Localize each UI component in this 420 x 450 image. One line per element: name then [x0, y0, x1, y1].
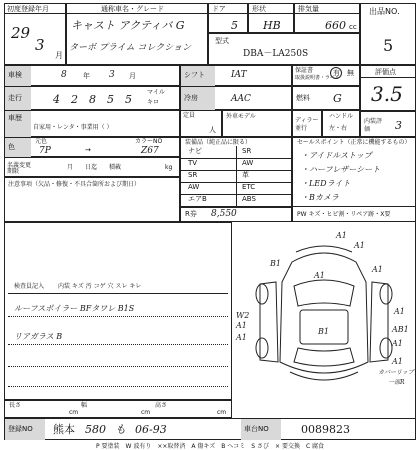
- diagram-label-3: B1: [270, 259, 281, 268]
- mileage-unit-mile: マイル: [147, 89, 165, 96]
- shape-value: HB: [263, 19, 281, 32]
- shaken-month-unit: 月: [129, 72, 136, 80]
- lot-value: 5: [383, 36, 394, 55]
- shape-label: 形状: [252, 5, 266, 13]
- inspector-items: 内装 キズ 汚 コゲ 穴 スレ キレ: [58, 283, 142, 290]
- diagram-label-5: A1: [372, 265, 383, 274]
- sales-item-1: ・アイドルストップ: [301, 151, 372, 160]
- sales-legend: PW キズ・ヒビ割・リペア跡・X要: [297, 211, 391, 218]
- divider: [292, 206, 416, 207]
- diagram-label-4: A1: [314, 271, 325, 280]
- displacement-value: 660: [325, 19, 346, 32]
- mileage-digit-2: 2: [71, 93, 78, 106]
- divider: [8, 366, 228, 367]
- shaken-label: 車検: [5, 66, 31, 86]
- warranty-none: 無: [347, 69, 354, 77]
- color-no-value: Z67: [141, 146, 159, 156]
- grade-name: ターボ プライム コレクション: [69, 43, 192, 53]
- wheel-rear-left: [256, 338, 268, 358]
- r-ticket-box: [180, 207, 292, 222]
- sales-item-2: ・ハーフレザーシート: [301, 165, 381, 174]
- reg-no-label: 登録NO: [5, 419, 45, 440]
- type-value: DBA－LA250S: [243, 49, 309, 59]
- option-col-divider: [236, 146, 237, 207]
- shaken-box: [4, 65, 180, 86]
- option-key-5: エアB: [188, 195, 207, 203]
- diagram-label-9: A1: [394, 307, 405, 316]
- recall-weight-unit: kg: [165, 164, 173, 171]
- diagram-label-1: A1: [336, 231, 347, 240]
- mileage-digit-1: 4: [53, 93, 60, 106]
- option-key-1: ナビ: [188, 147, 202, 155]
- shift-label: シフト: [181, 66, 215, 86]
- car-diagram: [232, 222, 416, 400]
- mileage-digit-3: 8: [89, 93, 96, 106]
- usage-options: 自家用・レンタ・事業用（ ）: [33, 124, 113, 131]
- divider: [4, 13, 66, 14]
- type-label: 型式: [215, 37, 229, 45]
- warranty-have-circle: [330, 67, 342, 79]
- displacement-label: 排気量: [298, 5, 319, 13]
- left-side-panel: [260, 282, 278, 362]
- option-val-3: 革: [242, 171, 249, 179]
- sales-box: [292, 137, 416, 222]
- front-windshield: [294, 280, 354, 306]
- option-val-4: ETC: [242, 183, 256, 191]
- recall-loading: 積載: [109, 164, 122, 171]
- divider: [66, 13, 208, 14]
- shaken-year: 8: [61, 70, 67, 80]
- door-label: ドア: [212, 5, 226, 13]
- handle-label: ハンドル: [329, 113, 354, 120]
- sales-item-3: ・LEDライト: [301, 179, 351, 188]
- notes-box: [4, 177, 180, 222]
- sales-header: セールスポイント（正常に機能するもの）: [297, 139, 411, 146]
- interior-label: 内装評価: [364, 118, 383, 133]
- vin-value: 0089823: [301, 423, 350, 436]
- diagram-label-15: 一部R: [388, 379, 405, 386]
- mileage-digit-4: 5: [107, 93, 114, 106]
- diagram-label-13: A1: [392, 357, 403, 366]
- wheel-front-right: [380, 284, 392, 304]
- right-side-panel: [370, 282, 388, 362]
- first-reg-year: 29: [11, 24, 31, 42]
- recall-label: 名義変更期限: [7, 162, 32, 175]
- diagram-label-10: AB1: [392, 325, 409, 334]
- drive-label: ディラー並行: [295, 117, 319, 133]
- mileage-digit-5: 5: [125, 93, 132, 106]
- color-box: [4, 137, 180, 157]
- warranty-sub: 取扱説明書・ラベル: [295, 75, 341, 81]
- recall-day: 日迄: [85, 164, 98, 171]
- width-unit: cm: [141, 409, 151, 416]
- fuel-box: [292, 86, 360, 110]
- divider: [208, 13, 360, 14]
- color-no-label: カラーNO: [135, 138, 163, 145]
- divider: [8, 344, 228, 345]
- score-box: [360, 65, 416, 111]
- reg-class: 580: [85, 423, 106, 436]
- option-key-3: SR: [188, 171, 198, 179]
- footer-legend: P 要塗装 W 波有り ××取替済 A 傷キズ B へコミ S さび × 要交換 C 腐食: [95, 443, 325, 450]
- warranty-label: 保証書: [295, 67, 314, 74]
- model-grade-label: 通称車名・グレード: [101, 5, 164, 13]
- diagram-label-14: カバーリップ: [378, 369, 414, 376]
- sales-item-4: ・Bカメラ: [301, 193, 339, 202]
- interior-box: [360, 111, 416, 137]
- first-reg-month: 3: [35, 36, 45, 54]
- diagram-label-12: B1: [318, 327, 329, 336]
- mileage-unit-km: キロ: [147, 99, 160, 106]
- option-val-1: SR: [242, 147, 252, 155]
- divider: [8, 293, 228, 294]
- first-reg-label: 初度登録年月: [7, 5, 49, 13]
- dimensions-box: [4, 400, 232, 418]
- options-header: 装備品（純正品に限る）: [185, 139, 252, 146]
- shift-value: IAT: [231, 70, 247, 80]
- option-key-4: AW: [188, 183, 200, 191]
- reg-kana: も: [115, 423, 126, 436]
- width-label: 幅: [81, 402, 88, 409]
- diagram-label-11: A1: [392, 339, 403, 348]
- vin-label: 車台NO: [241, 419, 281, 440]
- type-box: [208, 33, 360, 65]
- aircon-value: AAC: [231, 94, 251, 104]
- option-key-2: TV: [188, 159, 198, 167]
- mileage-label: 走行: [5, 87, 31, 110]
- option-val-2: AW: [242, 159, 254, 167]
- height-label: 高さ: [155, 402, 168, 409]
- shaken-year-unit: 年: [83, 72, 90, 80]
- color-original-value: 7P: [39, 146, 51, 156]
- score-label: 評価点: [375, 68, 396, 76]
- usage-box: [4, 110, 180, 137]
- interior-value: 3: [395, 119, 402, 132]
- color-original-label: 元色: [35, 138, 48, 145]
- diagram-label-6: W2: [236, 311, 250, 320]
- diagram-label-7: A1: [236, 321, 247, 330]
- inspector-label: 検査員記入: [14, 283, 45, 290]
- recall-month: 月: [67, 164, 74, 171]
- handle-box: [322, 110, 360, 137]
- capacity-label: 定員: [183, 112, 196, 119]
- door-box: [208, 3, 248, 33]
- notes-label: 注意事項（欠品・修復・不具合箇所および期日）: [8, 181, 141, 188]
- cc-unit: cc: [349, 23, 357, 31]
- shaken-month: 3: [109, 70, 115, 80]
- fuel-value: G: [333, 92, 342, 105]
- color-arrow: →: [85, 146, 91, 154]
- diagram-label-8: A1: [236, 333, 247, 342]
- front-bumper: [296, 246, 352, 252]
- rear-glass: [294, 348, 354, 366]
- divider: [8, 316, 228, 317]
- diagram-label-2: A1: [354, 241, 365, 250]
- reg-num: 06-93: [135, 423, 167, 436]
- fuel-label: 燃料: [296, 94, 310, 102]
- reg-area: 熊本: [53, 423, 75, 436]
- month-unit: 月: [55, 51, 63, 60]
- aircon-label: 冷房: [181, 87, 215, 110]
- load-box: [222, 110, 292, 137]
- capacity-box: [180, 110, 222, 137]
- score-value: 3.5: [371, 82, 403, 106]
- r-ticket-value: 8,550: [211, 209, 237, 219]
- r-ticket-label: R券: [185, 210, 197, 218]
- length-label: 長さ: [9, 402, 22, 409]
- recall-box: [4, 157, 180, 177]
- shift-box: [180, 65, 292, 86]
- wheel-front-left: [256, 284, 268, 304]
- drive-box: [292, 110, 322, 137]
- warranty-have: 有: [333, 69, 340, 77]
- displacement-box: [294, 3, 360, 33]
- divider: [360, 77, 416, 78]
- usage-label: 車歴: [5, 111, 31, 137]
- inspector-line-2: リアガラス B: [14, 332, 63, 341]
- lot-label: 出品NO．: [369, 7, 406, 16]
- color-label: 色: [5, 138, 31, 157]
- door-value: 5: [231, 19, 238, 32]
- option-val-5: ABS: [242, 195, 256, 203]
- inspector-line-1: ルーフスポイラー BFタワレ B1S: [14, 304, 135, 313]
- lot-box: [360, 3, 416, 65]
- wheel-rear-right: [380, 338, 392, 358]
- model-name: キャスト アクティバ G: [71, 19, 185, 32]
- capacity-unit: 人: [209, 126, 216, 134]
- divider: [8, 386, 228, 387]
- warranty-box: [292, 65, 360, 86]
- registration-box: [4, 418, 416, 440]
- aircon-box: [180, 86, 292, 110]
- length-unit: cm: [69, 409, 79, 416]
- load-label: 外車モデル: [226, 113, 256, 120]
- mileage-box: [4, 86, 180, 110]
- handle-value: 左・右: [329, 125, 348, 132]
- height-unit: cm: [217, 409, 227, 416]
- shape-box: [248, 3, 294, 33]
